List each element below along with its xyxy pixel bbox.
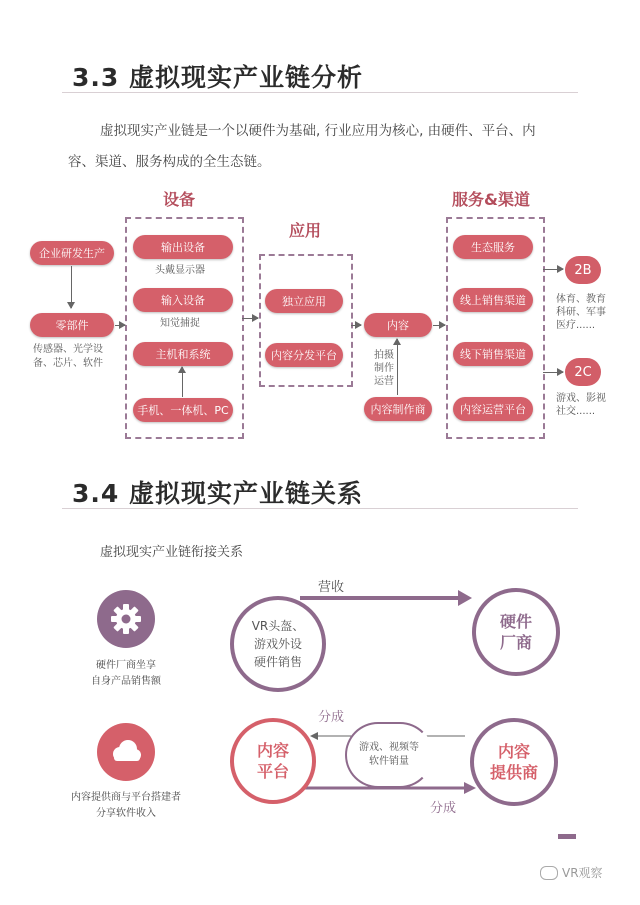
vr-ring-line-1: VR头盔、: [251, 619, 305, 633]
content-desc-2: 制作: [374, 363, 394, 374]
watermark-text: VR观察: [562, 866, 603, 880]
to-c-desc-2: 社交......: [556, 406, 596, 417]
parts-desc-2: 备、芯片、软件: [33, 358, 103, 369]
game-ring-line-1: 游戏、视频等: [359, 742, 419, 753]
title-divider: [62, 92, 578, 93]
input-device-desc: 知觉捕捉: [160, 318, 200, 329]
host-system-node: 主机和系统: [133, 342, 233, 366]
wechat-icon: [540, 866, 558, 880]
content-node: 内容: [364, 313, 432, 337]
content-maker-node: 内容制作商: [364, 397, 432, 421]
parts-desc-1: 传感器、光学设: [33, 344, 103, 355]
arrow-rd-to-parts: [71, 266, 72, 308]
provider-line-2: 提供商: [489, 763, 538, 782]
offline-channel-node: 线下销售渠道: [453, 342, 533, 366]
terminals-node: 手机、一体机、PC: [133, 398, 233, 422]
game-ring-line-2: 软件销量: [369, 756, 409, 767]
online-channel-node: 线上销售渠道: [453, 288, 533, 312]
cloud-caption-1: 内容提供商与平台搭建者: [71, 792, 181, 803]
parts-node: 零部件: [30, 313, 114, 337]
to-c-node: 2C: [565, 358, 601, 386]
output-device-node: 输出设备: [133, 235, 233, 259]
content-platform-line-1: 内容: [256, 741, 289, 760]
watermark: [540, 864, 603, 881]
gear-caption-1: 硬件厂商坐享: [96, 660, 156, 671]
output-device-desc: 头戴显示器: [155, 265, 205, 276]
hw-vendor-line-1: 硬件: [499, 612, 532, 631]
to-b-desc-3: 医疗......: [556, 320, 596, 331]
section-3-4-title: 3.4 虚拟现实产业链关系: [72, 479, 363, 508]
arrow-device-to-app: [242, 318, 258, 319]
hw-vendor-line-2: 厂商: [499, 633, 532, 652]
header-device: 设备: [163, 190, 196, 209]
hardware-vendor-ring: [472, 588, 560, 676]
page-marker: [558, 834, 576, 839]
arrow-to-2b: [543, 269, 563, 270]
content-platform-ring: [230, 718, 316, 804]
app-group-box: [259, 254, 353, 387]
title-divider-2: [62, 508, 578, 509]
to-c-desc-1: 游戏、影视: [556, 393, 606, 404]
arrow-terminals-to-host: [182, 367, 183, 397]
revenue-label: 营收: [318, 580, 345, 595]
enterprise-rd-node: 企业研发生产: [30, 241, 114, 265]
header-service-channel: 服务&渠道: [452, 190, 530, 209]
split-label-bottom: 分成: [430, 801, 457, 816]
gear-caption-2: 自身产品销售额: [91, 676, 161, 687]
software-sales-ring: [345, 722, 433, 788]
intro-line-2: 容、渠道、服务构成的全生态链。: [68, 154, 271, 170]
hardware-sales-ring: [230, 596, 326, 692]
relation-subtitle: 虚拟现实产业链衔接关系: [100, 545, 244, 560]
arrow-content-to-service: [433, 325, 445, 326]
content-desc-1: 拍摄: [374, 350, 394, 361]
vr-ring-line-2: 游戏外设: [253, 637, 302, 651]
section-3-3-title: 3.3 虚拟现实产业链分析: [72, 63, 363, 92]
content-provider-ring: [470, 718, 558, 806]
cloud-caption-2: 分享软件收入: [96, 808, 156, 819]
header-application: 应用: [289, 221, 322, 240]
arrow-parts-to-device: [115, 325, 125, 326]
arrow-to-2c: [543, 372, 563, 373]
arrow-maker-to-content: [397, 339, 398, 395]
provider-line-1: 内容: [497, 742, 530, 761]
split-label-top: 分成: [318, 710, 345, 725]
standalone-app-node: 独立应用: [265, 289, 343, 313]
content-distribution-node: 内容分发平台: [265, 343, 343, 367]
intro-line-1: 虚拟现实产业链是一个以硬件为基础, 行业应用为核心, 由硬件、平台、内: [100, 123, 536, 139]
to-b-desc-1: 体育、教育: [556, 294, 606, 305]
to-b-node: 2B: [565, 256, 601, 284]
arrow-app-to-content: [351, 325, 361, 326]
content-platform-line-2: 平台: [256, 762, 289, 781]
to-b-desc-2: 科研、军事: [556, 307, 606, 318]
vr-ring-line-3: 硬件销售: [253, 655, 302, 669]
content-ops-node: 内容运营平台: [453, 397, 533, 421]
input-device-node: 输入设备: [133, 288, 233, 312]
content-desc-3: 运营: [374, 376, 394, 387]
eco-service-node: 生态服务: [453, 235, 533, 259]
